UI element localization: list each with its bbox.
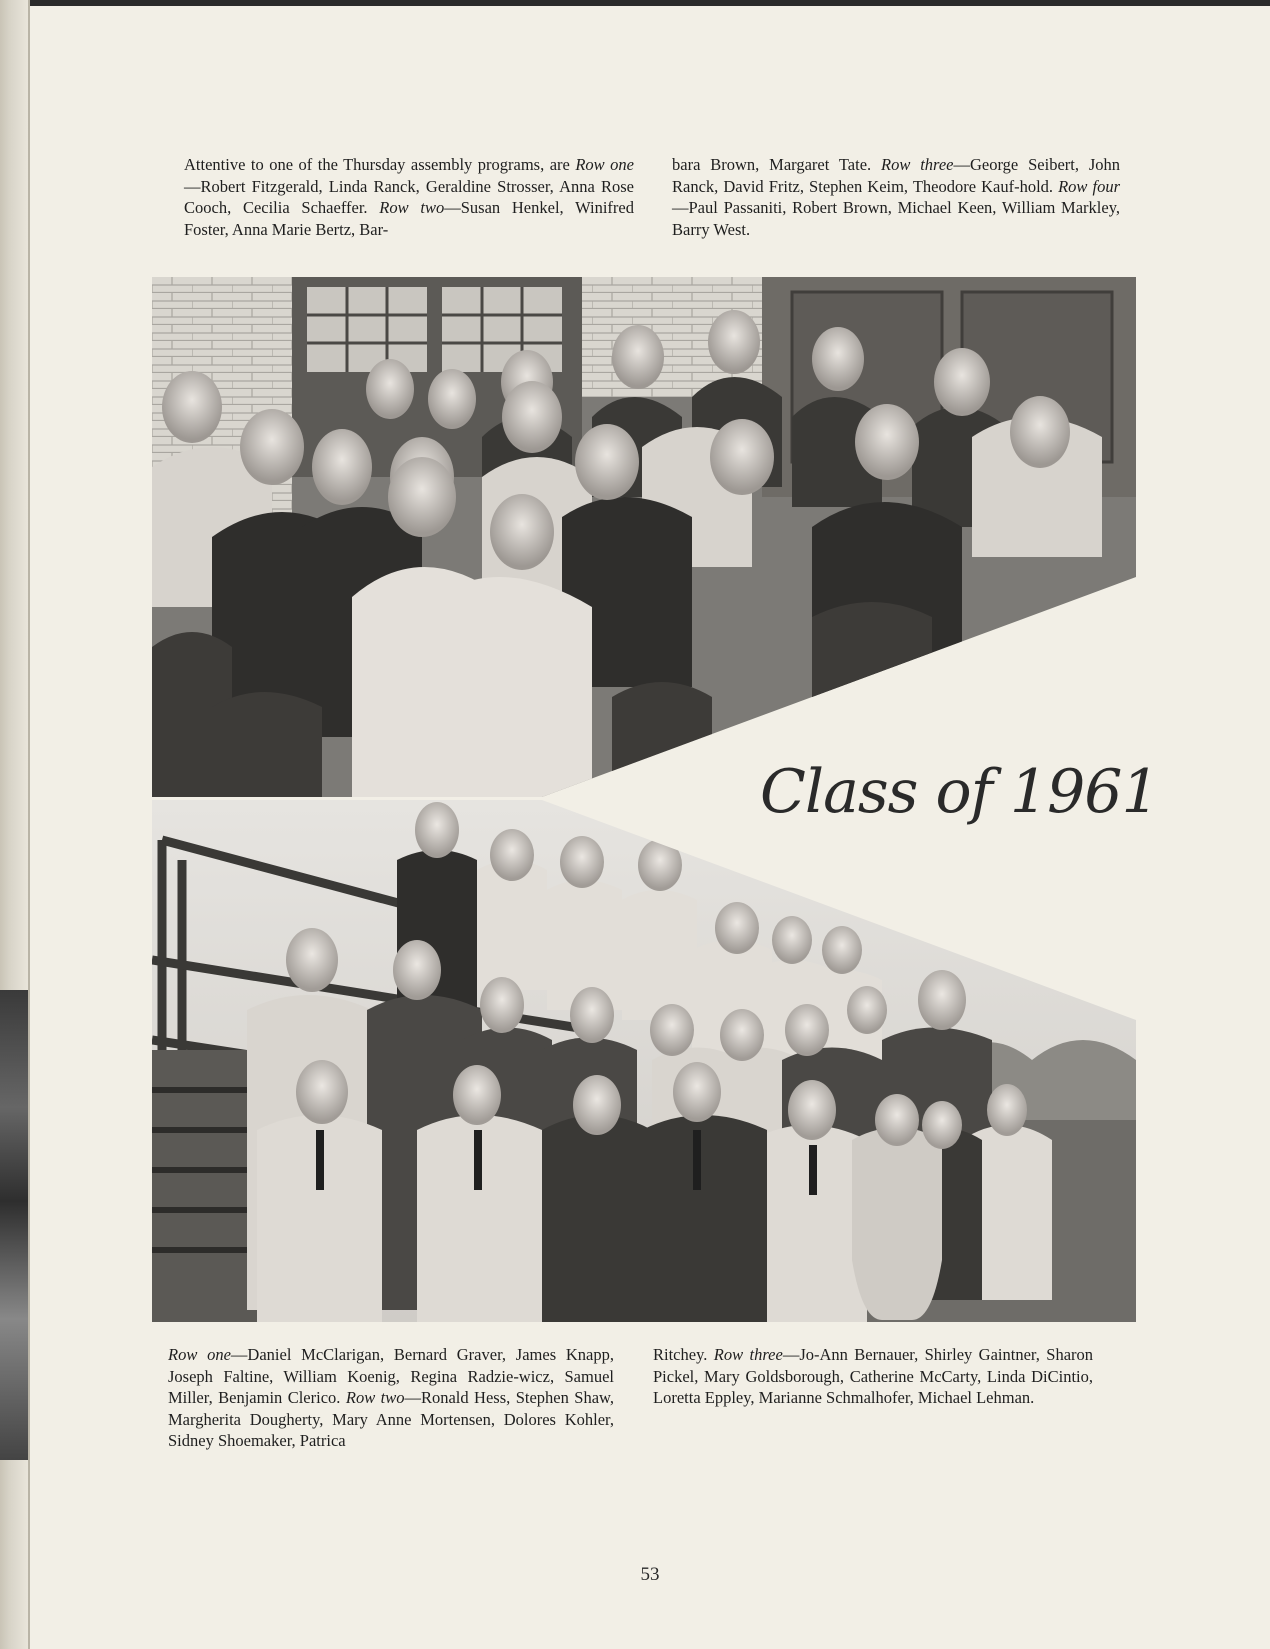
row-two-names: —Susan Henkel, Winifred Foster, Anna Marie Bertz, Bar- bbox=[184, 198, 634, 239]
scan-edge-top bbox=[0, 0, 1270, 6]
top-caption-right bbox=[672, 154, 1120, 240]
row-two-names-continued: Ritchey. bbox=[653, 1345, 708, 1364]
bottom-caption-left bbox=[168, 1344, 614, 1452]
row-one-label: Row one bbox=[168, 1345, 231, 1364]
page-number: 53 bbox=[640, 1564, 660, 1585]
row-four-names: —Paul Passaniti, Robert Brown, Michael Keen, William Markley, Barry West. bbox=[672, 198, 1120, 239]
assembly-photo-graphic bbox=[152, 277, 1136, 797]
adjacent-page-photo-edge bbox=[0, 990, 30, 1460]
row-three-names: —Jo-Ann Bernauer, Shirley Gaintner, Sharon Pickel, Mary Goldsborough, Catherine McCarty, Linda DiCintio, Loretta Eppley, Marianne Schmalhofer, Michael Lehman. bbox=[653, 1345, 1094, 1407]
row-one-names: —Daniel McClarigan, Bernard Graver, James Knapp, Joseph Faltine, William Koenig, Regina Radzie-wicz, Samuel Miller, Benjamin Clerico. bbox=[168, 1345, 614, 1407]
bleachers-photo-graphic bbox=[152, 800, 1136, 1322]
row-four-label: Row four bbox=[1058, 176, 1120, 196]
row-two-names: —Ronald Hess, Stephen Shaw, Margherita Dougherty, Mary Anne Mortensen, Dolores Kohler, Sidney Shoemaker, Patrica bbox=[168, 1388, 615, 1450]
row-two-label: Row two bbox=[379, 198, 445, 217]
assembly-photo bbox=[152, 277, 1136, 797]
top-caption-left bbox=[184, 154, 634, 240]
row-one-label: Row one bbox=[575, 155, 634, 174]
section-title: Class of 1961 bbox=[760, 757, 1159, 827]
row-two-names-continued: bara Brown, Margaret Tate. bbox=[672, 155, 872, 174]
row-two-label: Row two bbox=[345, 1388, 405, 1407]
caption-intro: Attentive to one of the Thursday assembly programs, are bbox=[184, 155, 570, 174]
row-three-label: Row three bbox=[713, 1345, 783, 1364]
page-edge-line bbox=[28, 0, 30, 1649]
row-one-names: —Robert Fitzgerald, Linda Ranck, Geraldine Strosser, Anna Rose Cooch, Cecilia Schaeffer. bbox=[184, 176, 634, 217]
row-three-label: Row three bbox=[881, 155, 954, 174]
bleachers-group-photo bbox=[152, 800, 1136, 1322]
row-three-names: —George Seibert, John Ranck, David Fritz, Stephen Keim, Theodore Kauf-hold. bbox=[672, 155, 1121, 196]
bottom-caption-right bbox=[653, 1344, 1093, 1409]
